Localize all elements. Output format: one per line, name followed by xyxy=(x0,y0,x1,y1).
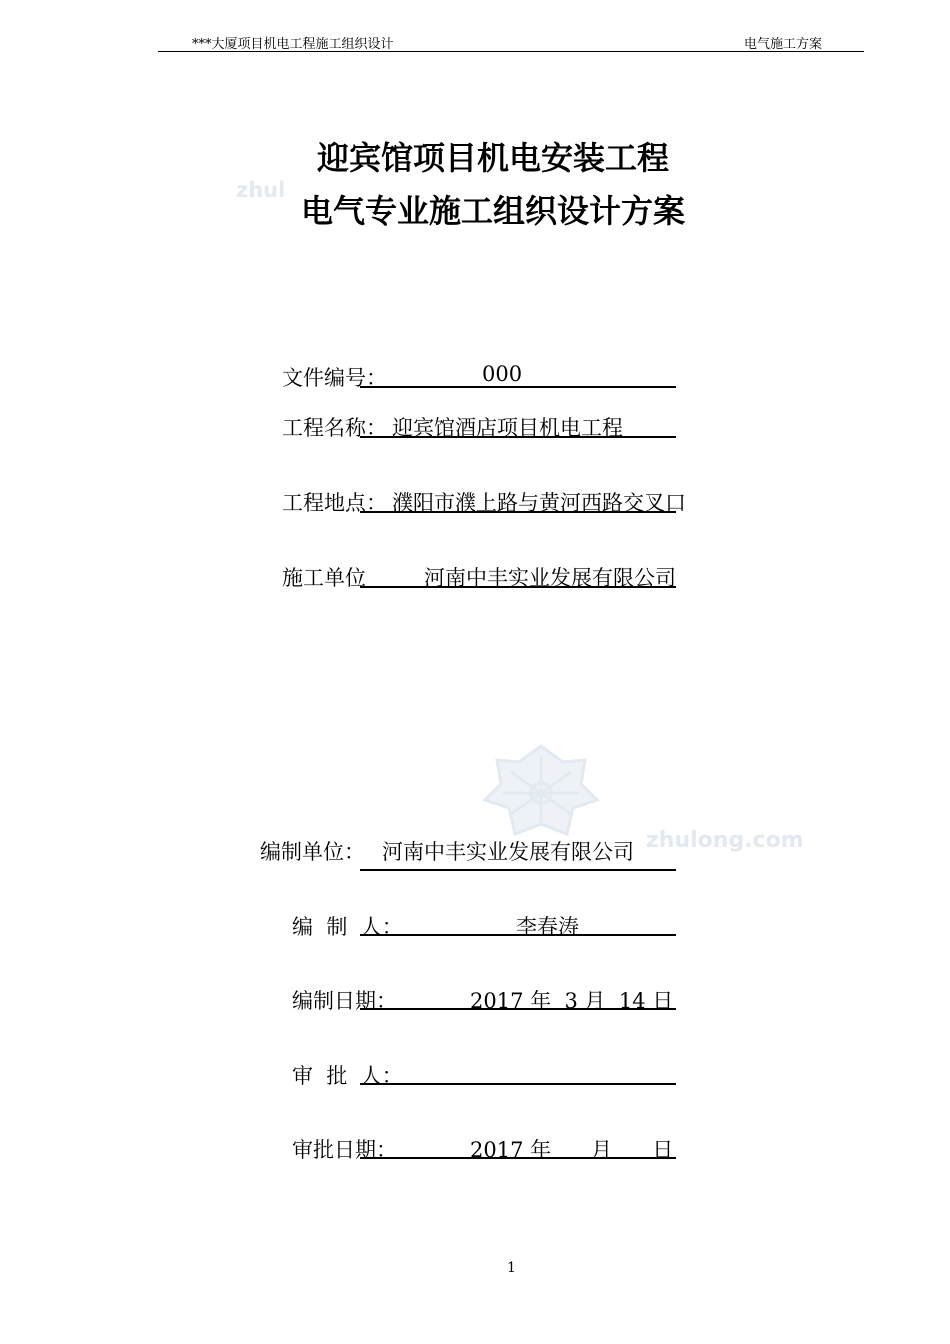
file-number-label: 文件编号： xyxy=(282,366,387,390)
author-underline xyxy=(360,934,676,936)
compiler-org-label: 编制单位： xyxy=(260,840,365,864)
header-document-title: ***大厦项目机电工程施工组织设计 xyxy=(192,37,394,52)
watermark-text-logo: zhulong.com xyxy=(646,828,804,853)
project-name-label: 工程名称： xyxy=(282,416,387,440)
compile-date-underline xyxy=(360,1008,676,1010)
header-divider xyxy=(158,51,864,52)
approver-label: 审 批 人： xyxy=(292,1064,403,1088)
compiler-org-value: 河南中丰实业发展有限公司 xyxy=(382,840,634,864)
file-number-value: 000 xyxy=(482,362,523,386)
project-site-value: 濮阳市濮上路与黄河西路交叉口 xyxy=(392,491,686,515)
compiler-org-underline xyxy=(360,869,676,871)
snowflake-logo-icon xyxy=(473,742,609,844)
project-site-label: 工程地点： xyxy=(282,491,387,515)
compile-date-label: 编制日期： xyxy=(292,989,397,1013)
approve-date-label: 审批日期： xyxy=(292,1138,397,1162)
contractor-label: 施工单位 xyxy=(282,566,366,590)
watermark-text-top: zhul xyxy=(236,178,286,202)
contractor-value: 河南中丰实业发展有限公司 xyxy=(424,566,676,590)
page-number: 1 xyxy=(507,1260,516,1276)
project-name-underline xyxy=(360,436,676,438)
author-label: 编 制 人： xyxy=(292,915,403,939)
document-title-line-2: 电气专业施工组织设计方案 xyxy=(300,192,685,230)
approver-underline xyxy=(360,1083,676,1085)
compile-date-value: 2017 年 3 月 14 日 xyxy=(470,989,674,1013)
project-site-underline xyxy=(360,511,676,513)
approve-date-value: 2017 年 月 日 xyxy=(470,1138,674,1162)
author-value: 李春涛 xyxy=(516,915,579,939)
approve-date-underline xyxy=(360,1157,676,1159)
file-number-underline xyxy=(360,386,676,388)
contractor-underline xyxy=(360,586,676,588)
document-title-line-1: 迎宾馆项目机电安装工程 xyxy=(316,139,669,177)
project-name-value: 迎宾馆酒店项目机电工程 xyxy=(392,416,623,440)
header-section-title: 电气施工方案 xyxy=(744,37,823,52)
